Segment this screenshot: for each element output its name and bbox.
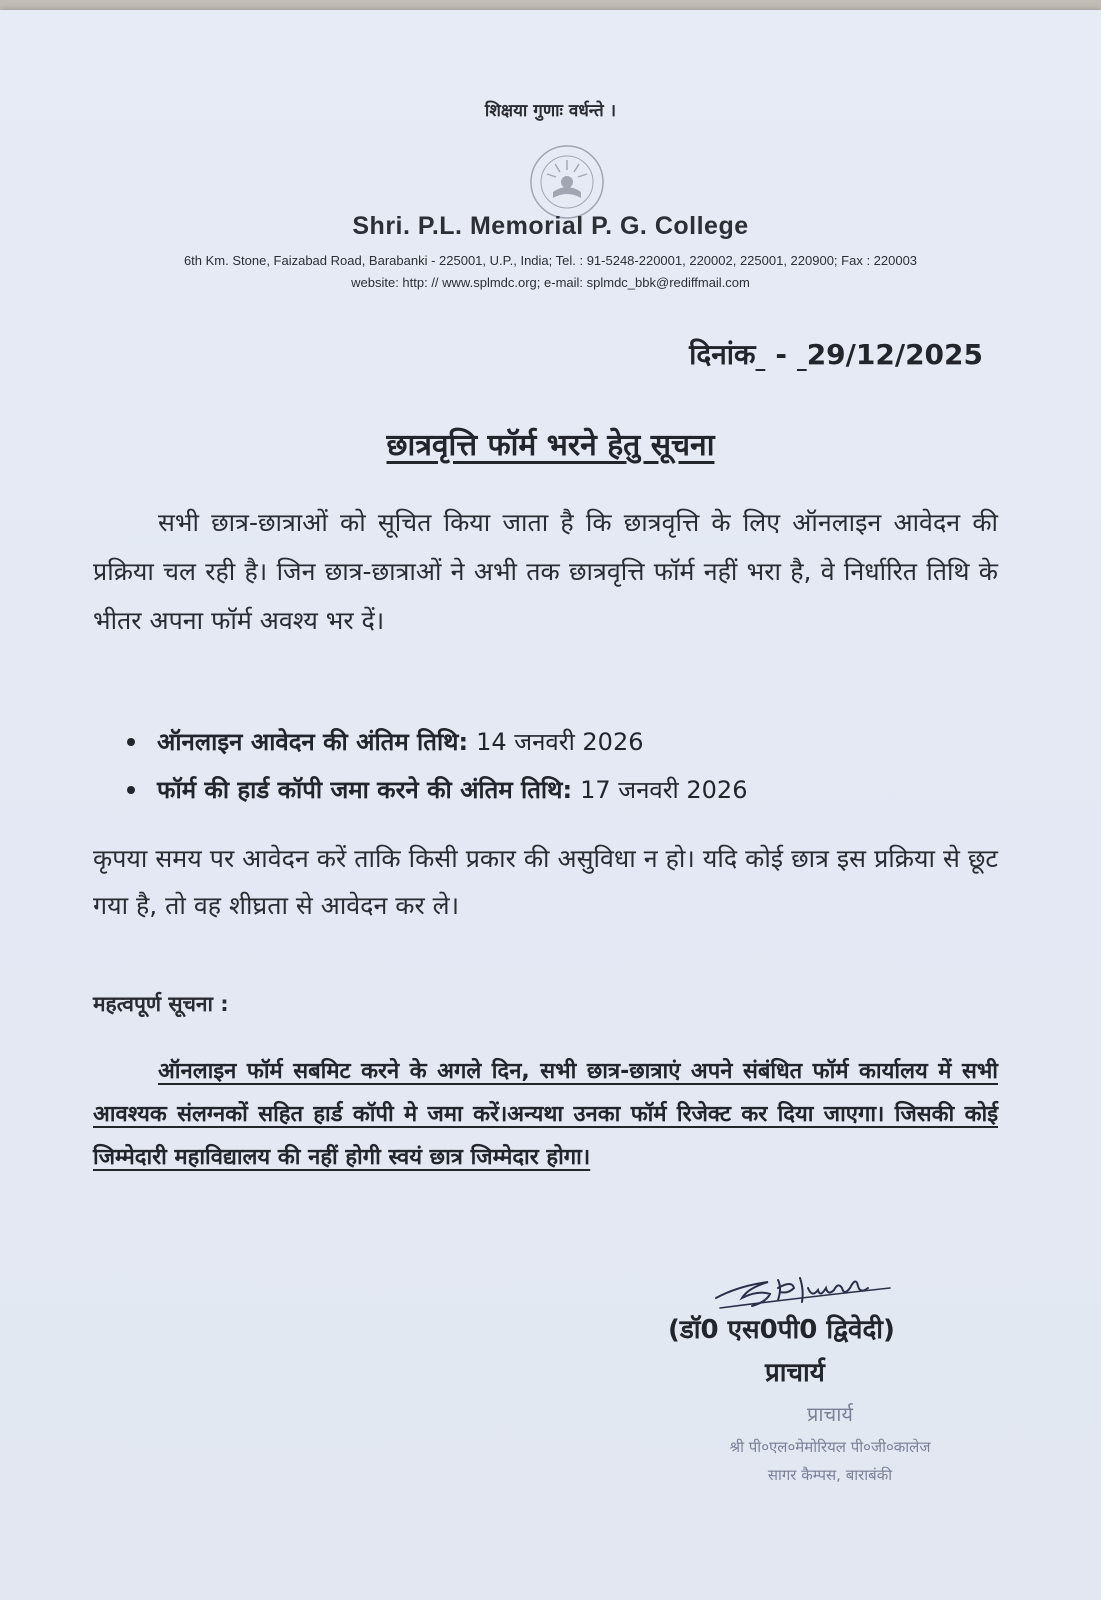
- date-separator: -: [775, 338, 787, 371]
- stamp-line-2: श्री पी०एल०मेमोरियल पी०जी०कालेज: [729, 1438, 931, 1456]
- college-website: website: http: // www.splmdc.org; e-mail: splmdc_bbk@rediffmail.com: [351, 275, 750, 290]
- deadline-value: 17 जनवरी 2026: [580, 776, 748, 804]
- deadline-item: [125, 766, 747, 814]
- important-notice-title: महत्वपूर्ण सूचना :: [93, 992, 229, 1016]
- deadline-label: फॉर्म की हार्ड कॉपी जमा करने की अंतिम तिथि:: [157, 776, 573, 804]
- deadline-value: 14 जनवरी 2026: [476, 728, 644, 756]
- principal-name: (डॉ0 एस0पी0 द्विवेदी): [668, 1315, 895, 1345]
- college-name: Shri. P.L. Memorial P. G. College: [352, 212, 749, 240]
- notice-heading: छात्रवृत्ति फॉर्म भरने हेतु सूचना: [386, 428, 715, 463]
- stamp-line-3: सागर कैम्पस, बाराबंकी: [767, 1466, 893, 1484]
- notice-paragraph-1: सभी छात्र-छात्राओं को सूचित किया जाता है कि छात्रवृत्ति के लिए ऑनलाइन आवेदन की प्रक्रिया चल रही है। जिन छात्र-छात्राओं ने अभी तक छात्रवृत्ति फॉर्म नहीं भरा है, वे निर्धारित तिथि के भीतर अपना फॉर्म अवश्य भर दें।: [93, 508, 998, 635]
- important-notice-text: ऑनलाइन फॉर्म सबमिट करने के अगले दिन, सभी छात्र-छात्राएं अपने संबंधित फॉर्म कार्यालय में सभी आवश्यक संलग्नकों सहित हार्ड कॉपी मे जमा करें।अन्यथा उनका फॉर्म रिजेक्ट कर दिया जाएगा। जिसकी कोई जिम्मेदारी महाविद्यालय की नहीं होगी स्वयं छात्र जिम्मेदार होगा।: [93, 1059, 998, 1170]
- college-address: 6th Km. Stone, Faizabad Road, Barabanki - 225001, U.P., India; Tel. : 91-5248-220001, 220002, 225001, 220900; Fax : 220003: [183, 253, 918, 268]
- deadline-item: [125, 718, 747, 766]
- deadline-label: ऑनलाइन आवेदन की अंतिम तिथि:: [157, 728, 469, 756]
- notice-document: [0, 10, 1101, 1600]
- official-stamp: [700, 1400, 960, 1485]
- notice-paragraph-2: कृपया समय पर आवेदन करें ताकि किसी प्रकार की असुविधा न हो। यदि कोई छात्र इस प्रक्रिया से छूट गया है, तो वह शीघ्रता से आवेदन कर ले।: [93, 844, 998, 920]
- date-value: 29/12/2025: [806, 338, 983, 371]
- notice-date: [689, 335, 983, 373]
- principal-title: प्राचार्य: [765, 1358, 825, 1388]
- college-motto: शिक्षया गुणाः वर्धन्ते ।: [484, 101, 617, 121]
- deadline-list: [125, 718, 747, 814]
- date-label: दिनांक: [689, 338, 756, 371]
- stamp-line-1: प्राचार्य: [806, 1402, 854, 1426]
